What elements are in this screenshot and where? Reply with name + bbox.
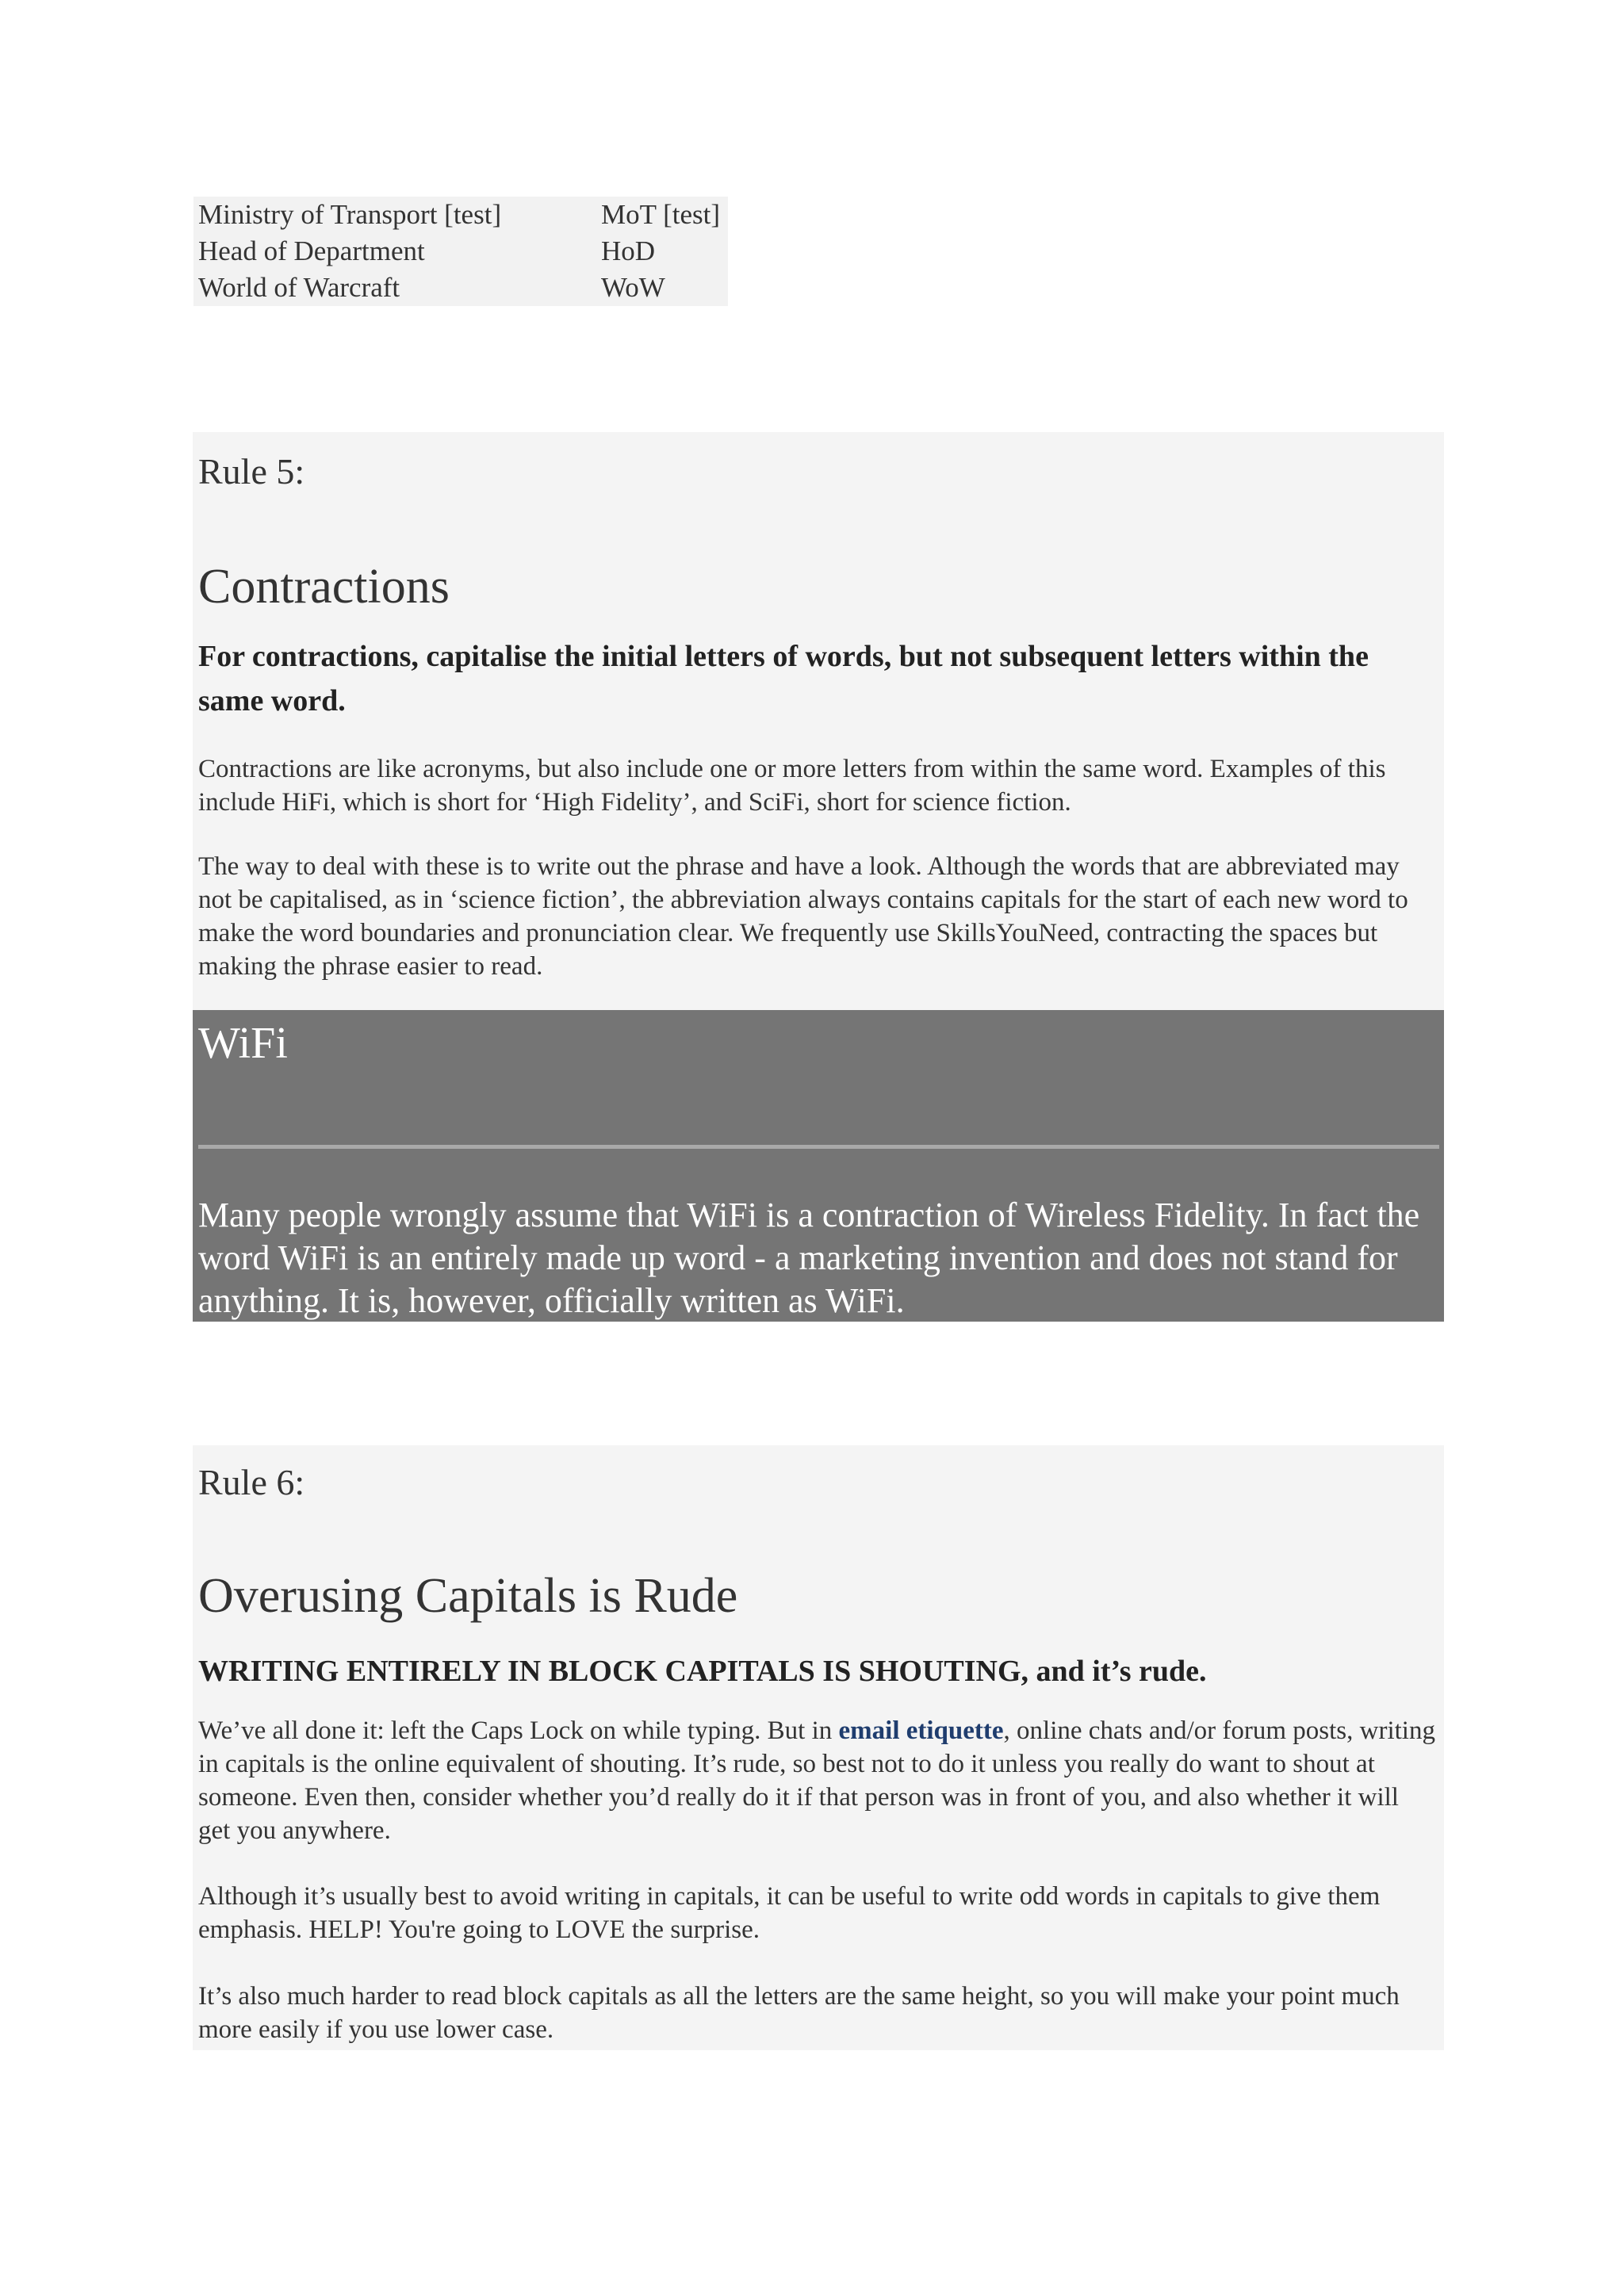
paragraph-text: We’ve all done it: left the Caps Lock on while typing. But in <box>198 1716 839 1745</box>
overusing-capitals-heading: Overusing Capitals is Rude <box>198 1569 738 1623</box>
abbreviation-phrase: World of Warcraft <box>198 272 400 303</box>
contractions-heading: Contractions <box>198 560 450 614</box>
callout-title: WiFi <box>198 1019 288 1068</box>
wifi-callout <box>193 1010 1444 1322</box>
rule-6-paragraph-2: Although it’s usually best to avoid writing in capitals, it can be useful to write odd words in capitals to give them emphasis. HELP! You're going to LOVE the surprise. <box>198 1882 1381 1944</box>
abbreviation-short: MoT [test] <box>601 199 721 230</box>
email-etiquette-link[interactable]: email etiquette <box>838 1716 1004 1745</box>
abbreviation-short: HoD <box>601 235 656 266</box>
table-row <box>193 233 728 270</box>
abbreviation-short: WoW <box>601 272 665 303</box>
rule-6-section <box>193 1445 1444 2050</box>
rule-6-paragraph-1 <box>198 1714 1436 1847</box>
callout-divider <box>198 1145 1439 1149</box>
callout-text: Many people wrongly assume that WiFi is a contraction of Wireless Fidelity. In fact the word WiFi is an entirely made up word - a marketing invention and does not stand for anything. It is, however, officially written as WiFi. <box>198 1196 1420 1320</box>
rule-6-label: Rule 6: <box>198 1462 305 1502</box>
table-row <box>193 270 728 306</box>
rule-5-lead: For contractions, capitalise the initial letters of words, but not subsequent letters within the same word. <box>198 640 1369 718</box>
abbreviation-phrase: Ministry of Transport [test] <box>198 199 502 230</box>
abbreviation-phrase: Head of Department <box>198 235 425 266</box>
rule-5-paragraph-2: The way to deal with these is to write out the phrase and have a look. Although the words that are abbreviated may not be capitalised, as in ‘science fiction’, the abbreviation always contains capitals for the start of each new word to make the word boundaries and pronunciation clear. We frequently use SkillsYouNeed, contracting the spaces but making the phrase easier to read. <box>198 852 1408 981</box>
paragraph-text: , online chats and/or forum posts, writing in capitals is the online equivalent of shouting. It’s rude, so best not to do it unless you really do want to shout at someone. Even then, consider whether you’d really do it if that person was in front of you, and also whether it will get you anywhere. <box>198 1716 1435 1845</box>
table-row <box>193 197 728 233</box>
rule-6-paragraph-3: It’s also much harder to read block capitals as all the letters are the same height, so you will make your point much more easily if you use lower case. <box>198 1982 1400 2044</box>
rule-5-paragraph-1: Contractions are like acronyms, but also include one or more letters from within the same word. Examples of this include HiFi, which is short for ‘High Fidelity’, and SciFi, short for science fiction. <box>198 755 1386 817</box>
rule-5-section <box>193 432 1444 1011</box>
rule-5-label: Rule 5: <box>198 451 305 492</box>
abbreviation-table <box>193 197 728 306</box>
rule-6-lead: WRITING ENTIRELY IN BLOCK CAPITALS IS SHOUTING, and it’s rude. <box>198 1655 1207 1688</box>
